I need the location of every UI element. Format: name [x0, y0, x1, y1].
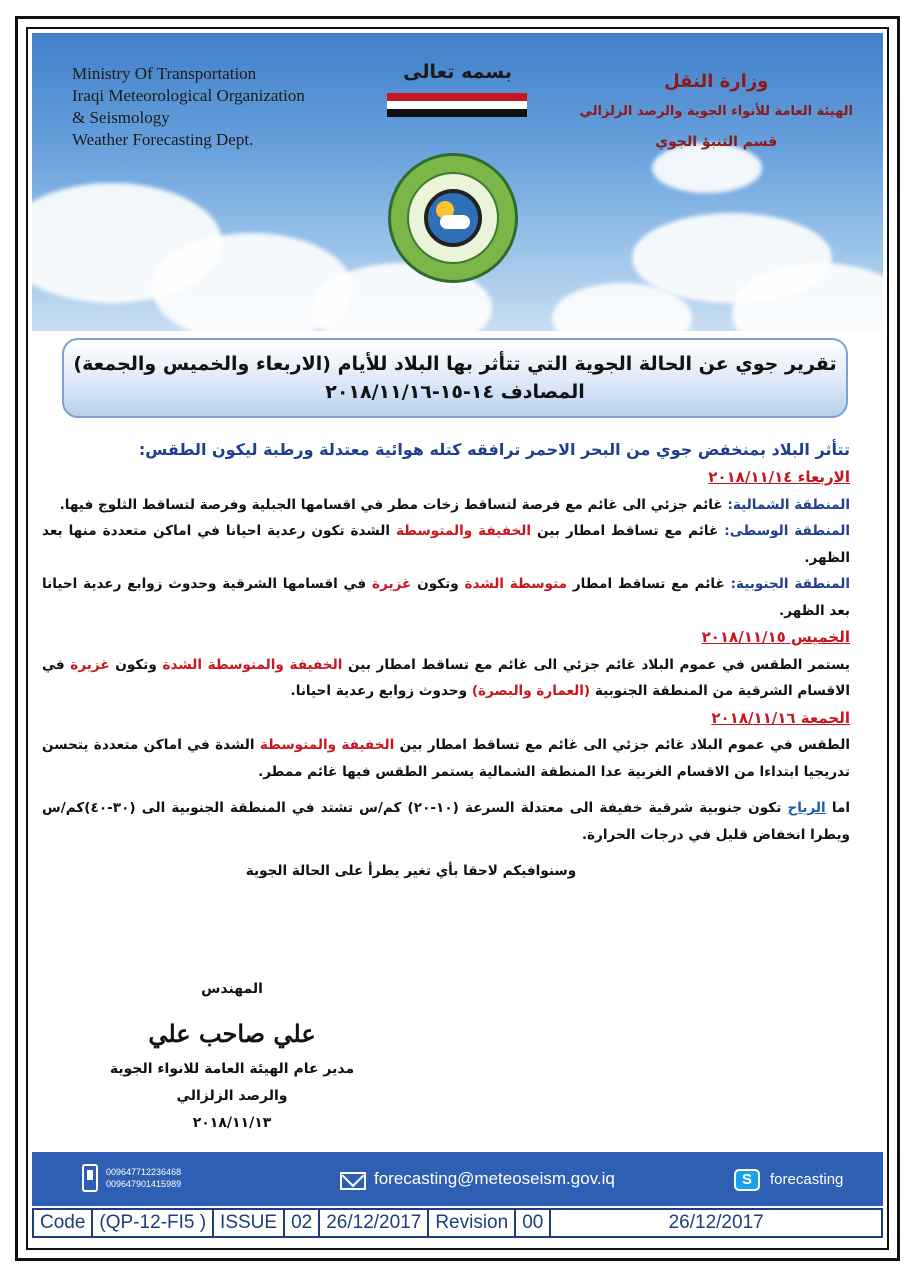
- revision-label: Revision: [429, 1210, 516, 1236]
- header-arabic-block: [579, 67, 853, 157]
- phone-icon: [82, 1164, 98, 1192]
- iraq-flag-ribbon: [387, 93, 527, 117]
- phone-numbers: [106, 1166, 181, 1190]
- revision-value: 00: [516, 1210, 551, 1236]
- signer-role: المهندس: [201, 981, 263, 997]
- signature-block: [72, 974, 392, 1137]
- forecast-text: يستمر الطقس في عموم البلاد غائم جزئي الى غائم مع تساقط امطار بين: [348, 656, 851, 673]
- highlight-text: غزيرة: [372, 576, 412, 592]
- header-banner: [32, 33, 883, 331]
- forecast-text: الطقس في عموم البلاد غائم جزئي الى غائم مع تساقط امطار بين: [399, 737, 850, 753]
- cloud-icon: [440, 215, 470, 229]
- forecast-text: في الاقسام الشرقية من المنطقة الجنوبية: [42, 656, 850, 699]
- highlight-text: (العمارة والبصرة): [471, 683, 591, 699]
- forecast-text: غائم مع تساقط امطار: [572, 576, 725, 592]
- region-label-south: المنطقة الجنوبية:: [730, 576, 851, 592]
- signer-title-cont: والرصد الزلزالي: [176, 1088, 288, 1104]
- issue-label: ISSUE: [214, 1210, 285, 1236]
- mail-icon: [340, 1172, 366, 1190]
- seal-core: [424, 189, 482, 247]
- paragraph-friday: [42, 732, 850, 785]
- report-dates: المصادف ١٤-١٥-٢٠١٨/١١/١٦: [325, 381, 585, 403]
- signature-date: ٢٠١٨/١١/١٣: [192, 1115, 272, 1131]
- report-title: تقرير جوي عن الحالة الجوية التي تتأثر بها البلاد للأيام (الاربعاء والخميس والجمعة): [73, 353, 837, 375]
- paragraph-north: [42, 492, 850, 519]
- paragraph-wind: [42, 795, 850, 848]
- phone-number: 009647712236468: [106, 1167, 182, 1177]
- forecast-text: غائم مع تساقط امطار بين: [537, 523, 719, 539]
- forecast-text: اما: [831, 800, 851, 816]
- skype-handle[interactable]: forecasting: [770, 1171, 844, 1188]
- forecast-text: غائم جزئي الى غائم مع فرصة لتساقط زخات مطر في اقسامها الجبلية وفرصة لتساقط الثلوج فيها.: [59, 496, 723, 513]
- day-heading-friday: الجمعة ٢٠١٨/١١/١٦: [711, 708, 850, 727]
- contact-footer: [32, 1152, 883, 1206]
- organization-name-cont: & Seismology: [72, 108, 170, 127]
- day-heading-thursday: الخميس ٢٠١٨/١١/١٥: [701, 628, 850, 646]
- forecast-text: وتكون: [417, 576, 459, 592]
- region-label-middle: المنطقة الوسطى:: [724, 523, 850, 539]
- highlight-text: الخفيفة والمتوسطة: [395, 523, 532, 539]
- forecast-text: الشدة تكون رعدية احيانا في اماكن متعددة منها بعد الظهر.: [42, 523, 850, 566]
- forecast-text: وتكون: [115, 656, 157, 673]
- forecast-text: وحدوث زوابع رعدية احيانا.: [290, 683, 468, 699]
- forecast-text: الشدة في اماكن متعددة يتحسن تدريجيا ابتداءا من الاقسام الغربية عدا المنطقة الشمالية يستمر الطقس فيها غائم ممطر.: [42, 737, 850, 780]
- document-code-bar: [32, 1208, 883, 1238]
- forecast-text: في اقسامها الشرقية وحدوث زوابع رعدية احيانا بعد الظهر.: [42, 576, 850, 619]
- organization-name: Iraqi Meteorological Organization: [72, 86, 305, 105]
- signer-name: علي صاحب علي: [148, 1019, 316, 1048]
- issue-value: 02: [285, 1210, 320, 1236]
- skype-icon: S: [734, 1169, 760, 1191]
- report-intro: تتأثر البلاد بمنخفض جوي من البحر الاحمر ترافقه كتله هوائية معتدلة ورطبة ليكون الطقس:: [138, 440, 850, 459]
- department-name-ar: قسم التنبؤ الجوي: [655, 134, 778, 150]
- code-value: (QP-12-FI5 ): [93, 1210, 214, 1236]
- day-heading-wednesday: الاربعاء ٢٠١٨/١١/١٤: [708, 468, 850, 486]
- organization-seal-logo: [388, 153, 518, 283]
- highlight-text: متوسطة الشدة: [464, 576, 568, 592]
- paragraph-middle: [42, 518, 850, 571]
- highlight-text: الخفيفة والمتوسطة الشدة: [162, 656, 343, 673]
- code-label: Code: [34, 1210, 93, 1236]
- report-body: [42, 436, 850, 885]
- paragraph-south: [42, 571, 850, 624]
- forecast-text: تكون جنوبية شرقية خفيفة الى معتدلة السرعة (١٠-٢٠) كم/س تشتد في المنطقة الجنوبية الى (٣٠-٤٠)كم/س ويطرا انخفاض قليل في درجات الحرارة.: [42, 800, 850, 843]
- department-name: Weather Forecasting Dept.: [72, 130, 254, 149]
- organization-name-ar: الهيئة العامة للأنواء الجوية والرصد الزلزالي: [579, 104, 853, 119]
- email-link[interactable]: forecasting@meteoseism.gov.iq: [374, 1169, 615, 1188]
- revision-date: 26/12/2017: [668, 1212, 764, 1233]
- highlight-text: الخفيفة والمتوسطة: [259, 737, 395, 753]
- ministry-name-ar: وزارة النقل: [664, 71, 769, 92]
- signer-title: مدير عام الهيئة العامة للانواء الجوية: [109, 1061, 355, 1077]
- basmala: بسمه تعالى: [403, 61, 512, 83]
- paragraph-thursday: [42, 652, 850, 705]
- highlight-text: غزيرة: [70, 656, 110, 673]
- wind-link[interactable]: الرياح: [787, 800, 826, 816]
- report-title-box: [62, 338, 848, 418]
- region-label-north: المنطقة الشمالية:: [727, 496, 850, 513]
- issue-date: 26/12/2017: [320, 1210, 429, 1236]
- ministry-name: Ministry Of Transportation: [72, 64, 257, 83]
- closing-note: وسنوافيكم لاحقا بأي تغير يطرأ على الحالة الجوية: [245, 863, 577, 879]
- phone-number: 009647901415989: [106, 1179, 182, 1189]
